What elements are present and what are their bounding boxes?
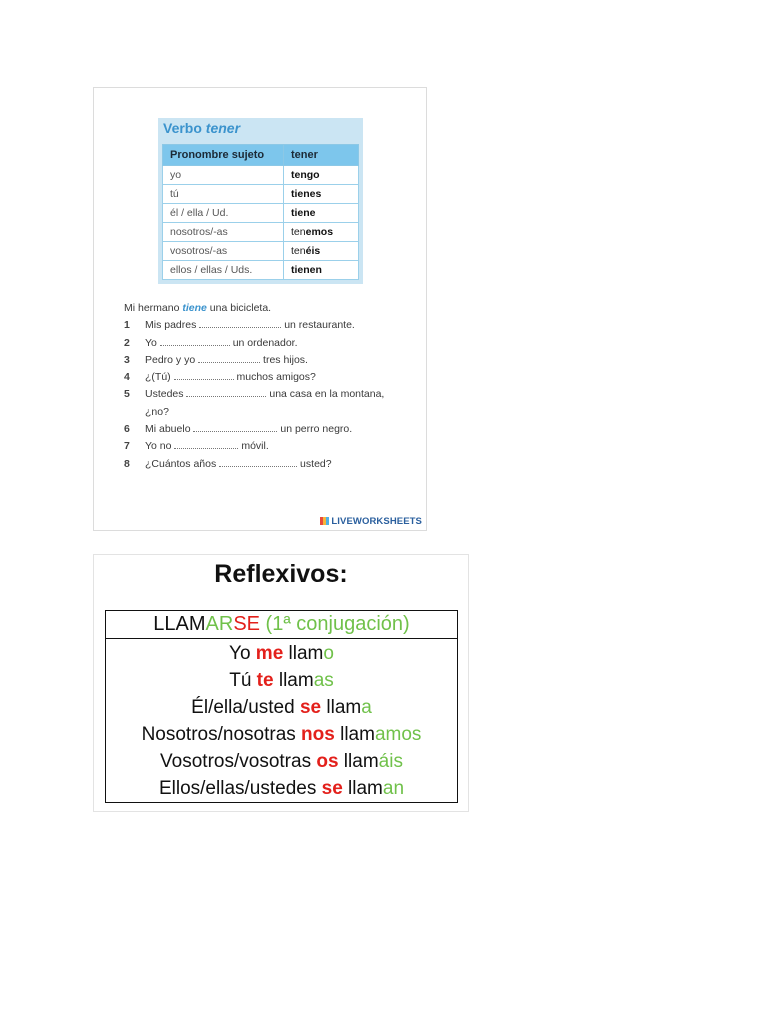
verb-stem: ten [291,245,306,257]
answer-blank[interactable] [174,439,238,449]
exercise-item [124,352,404,369]
exercise-list [124,300,404,473]
exercise-item [124,386,404,403]
conjugation-row [106,748,457,775]
verb-stem: llam [273,670,314,691]
verb-form-cell [284,185,359,204]
answer-blank[interactable] [198,353,260,363]
exercise-text-end: un perro negro. [277,423,353,436]
exercise-number: 4 [124,371,130,384]
table-row [163,223,359,242]
exercise-text-start: Mi abuelo [145,423,194,436]
table-row [163,261,359,280]
exercise-number: 6 [124,423,130,436]
verb-conjugation-table [162,144,359,280]
conjugation-box [105,610,458,803]
verb-stem: llam [321,697,362,718]
subject: Yo [229,643,256,664]
verb-form-cell [284,261,359,280]
verb-ending: tienes [291,188,322,200]
reflexive-pronoun: se [299,697,322,718]
exercise-text-end: móvil. [238,440,269,453]
conjugation-header: LLAMARSE (1ª conjugación) [106,611,457,639]
exercise-text-start: Pedro y yo [145,353,199,366]
exercise-item [124,438,404,455]
example-sentence: Mi hermano tiene una bicicleta. [124,302,272,314]
pronoun-cell: él / ella / Ud. [163,204,284,223]
conjugation-row [106,775,457,802]
exercise-item [124,404,404,421]
verb-ending: as [313,670,334,691]
exercise-text-end: un ordenador. [229,336,298,349]
subject: Tú [229,670,257,691]
exercise-number: 1 [124,319,130,332]
exercise-text-start: ¿Cuántos años [145,457,220,470]
answer-blank[interactable] [199,318,281,328]
conjugation-row [106,694,457,721]
table-header-row [163,145,359,166]
reflexive-pronoun: nos [301,724,335,745]
table-row [163,185,359,204]
exercise-item [124,369,404,386]
pronoun-cell: yo [163,166,284,185]
pronoun-cell: vosotros/-as [163,242,284,261]
exercise-text-end: un restaurante. [281,319,355,332]
exercise-text-start: ¿no? [145,405,169,418]
verb-stem: llam [338,751,379,772]
conjugation-row [106,640,457,667]
pronoun-cell: tú [163,185,284,204]
exercise-number: 2 [124,336,130,349]
reflexivos-image [93,554,469,812]
verb-ending: amos [374,724,422,745]
verb-table-title: Verbo tener [163,120,241,136]
verb-ending: éis [305,245,321,257]
subject: Él/ella/usted [191,697,300,718]
verb-form-cell [284,223,359,242]
answer-blank[interactable] [160,336,230,346]
verb-stem: llam [342,778,383,799]
exercise-number: 3 [124,353,130,366]
verb-table-box [158,118,363,284]
answer-blank[interactable] [193,422,277,432]
verb-form-cell [284,242,359,261]
answer-blank[interactable] [219,457,297,467]
conjugation-row [106,667,457,694]
reflexivos-title: Reflexivos: [214,560,348,588]
reflexive-pronoun: te [256,670,274,691]
verb-ending: an [382,778,405,799]
exercise-item [124,456,404,473]
answer-blank[interactable] [174,370,234,380]
subject: Vosotros/vosotras [160,751,317,772]
verb-ending: tienen [291,264,322,276]
conjugation-row [106,721,457,748]
subject: Nosotros/nosotras [141,724,302,745]
exercise-text-end: muchos amigos? [233,371,316,384]
verb-stem: llam [283,643,324,664]
verb-stem: llam [334,724,375,745]
exercise-number: 8 [124,457,130,470]
pronoun-cell: ellos / ellas / Uds. [163,261,284,280]
verb-ending: a [361,697,372,718]
subject: Ellos/ellas/ustedes [158,778,322,799]
verb-ending: emos [305,226,334,238]
exercise-text-start: ¿(Tú) [145,371,174,384]
column-header: tener [284,145,359,166]
exercise-text-end: usted? [297,457,332,470]
answer-blank[interactable] [186,387,266,397]
verb-ending: o [323,643,334,664]
verb-form-cell [284,166,359,185]
pronoun-cell: nosotros/-as [163,223,284,242]
table-row [163,204,359,223]
exercise-text-start: Mis padres [145,319,200,332]
table-row [163,242,359,261]
reflexive-pronoun: me [255,643,284,664]
exercise-text-start: Yo [145,336,160,349]
exercise-text-start: Ustedes [145,388,187,401]
column-header: Pronombre sujeto [163,145,284,166]
reflexive-pronoun: os [316,751,339,772]
verb-form-cell [284,204,359,223]
exercise-item [124,335,404,352]
worksheet-image [93,87,427,531]
liveworksheets-logo: LIVEWORKSHEETS [320,516,422,527]
exercise-text-start: Yo no [145,440,175,453]
table-row [163,166,359,185]
exercise-text-end: tres hijos. [260,353,308,366]
exercise-item [124,317,404,334]
verb-ending: tengo [291,169,320,181]
verb-ending: áis [378,751,403,772]
verb-stem: ten [291,226,306,238]
verb-ending: tiene [291,207,316,219]
exercise-number: 5 [124,388,130,401]
exercise-text-end: una casa en la montana, [266,388,385,401]
reflexive-pronoun: se [321,778,343,799]
exercise-item [124,421,404,438]
exercise-number: 7 [124,440,130,453]
